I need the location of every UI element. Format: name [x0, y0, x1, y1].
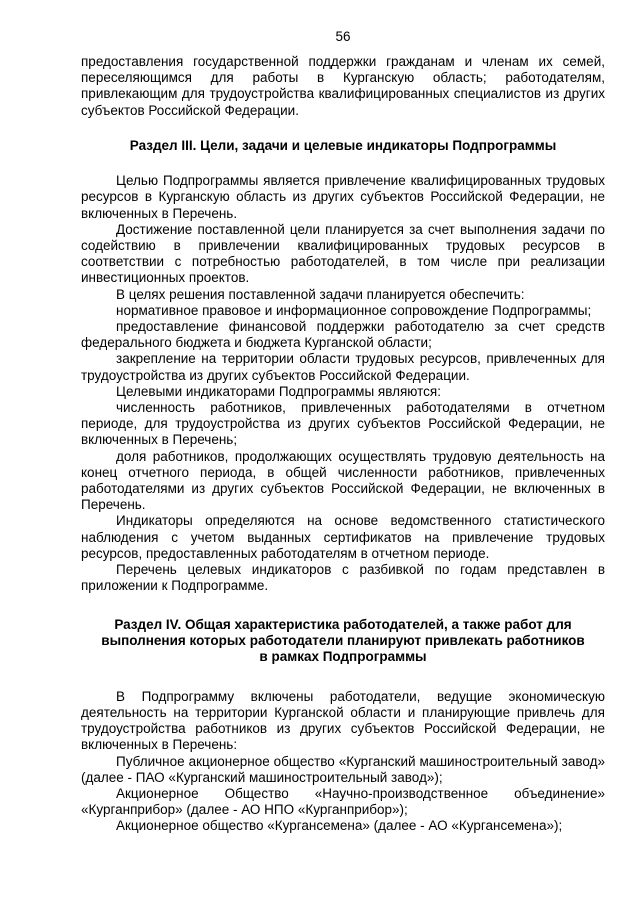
- section-4-body: [81, 689, 605, 835]
- section-3-list-item: закрепление на территории области трудовых ресурсов, привлеченных для трудоустройства из других субъектов Российской Федерации.: [81, 351, 605, 383]
- section-3-paragraph: Целью Подпрограммы является привлечение квалифицированных трудовых ресурсов в Курганскую область из других субъектов Российской Федерации, не включенных в Перечень.: [81, 173, 605, 221]
- section-3-paragraph: В целях решения поставленной задачи планируется обеспечить:: [116, 286, 525, 302]
- document-page: [81, 29, 605, 835]
- intro-paragraph: предоставления государственной поддержки гражданам и членам их семей, переселяющимся для работы в Курганскую область; работодателям, привлекающим для трудоустройства квалифицированных специалистов из других субъектов Российской Федерации.: [81, 54, 605, 118]
- section-3-heading: Раздел III. Цели, задачи и целевые индикаторы Подпрограммы: [129, 137, 557, 153]
- section-4-heading-line: выполнения которых работодатели планируют привлекать работников: [101, 632, 585, 648]
- section-4-heading-line: в рамках Подпрограммы: [259, 649, 427, 665]
- section-3-list-item: численность работников, привлеченных работодателями в отчетном периоде, для трудоустройства из других субъектов Российской Федерации, не включенных в Перечень;: [81, 400, 605, 448]
- section-4-heading-line: Раздел IV. Общая характеристика работодателей, а также работ для: [114, 616, 572, 632]
- section-4-paragraph: В Подпрограмму включены работодатели, ведущие экономическую деятельность на территории Курганской области и планирующие привлечь для трудоустройства работников из других субъектов Российской Федерации, не включенных в Перечень:: [81, 688, 605, 753]
- section-3-list-item: предоставление финансовой поддержки работодателю за счет средств федерального бюджета и бюджета Курганской области;: [81, 319, 605, 351]
- section-3-paragraph: Достижение поставленной цели планируется за счет выполнения задачи по содействию в привлечении квалифицированных трудовых ресурсов в соответствии с потребностью работодателей, в том числе при реализации инвестиционных проектов.: [81, 221, 605, 286]
- section-4-list-item: Акционерное Общество «Научно-производственное объединение» «Курганприбор» (далее - АО НПО «Курганприбор»);: [81, 785, 605, 818]
- section-3-list-item: нормативное правовое и информационное сопровождение Подпрограммы;: [116, 302, 592, 318]
- section-3-paragraph: Индикаторы определяются на основе ведомственного статистического наблюдения с учетом выданных сертификатов на привлечение трудовых ресурсов, предоставленных работодателям в отчетном периоде.: [81, 513, 605, 561]
- section-4-list-item: Акционерное общество «Кургансемена» (далее - АО «Кургансемена»);: [116, 818, 563, 834]
- section-4-heading: [81, 617, 605, 666]
- section-3-paragraph: Перечень целевых индикаторов с разбивкой по годам представлен в приложении к Подпрограмме.: [81, 562, 605, 594]
- section-3-body: [81, 173, 605, 594]
- section-3-paragraph: Целевыми индикаторами Подпрограммы являются:: [116, 383, 441, 399]
- section-3-list-item: доля работников, продолжающих осуществлять трудовую деятельность на конец отчетного периода, в общей численности работников, привлеченных работодателями из других субъектов Российской Федерации, не включенных в Перечень.: [81, 448, 605, 513]
- page-number: 56: [335, 29, 351, 44]
- section-4-list-item: Публичное акционерное общество «Курганский машиностроительный завод» (далее - ПАО «Курганский машиностроительный завод»);: [81, 753, 605, 785]
